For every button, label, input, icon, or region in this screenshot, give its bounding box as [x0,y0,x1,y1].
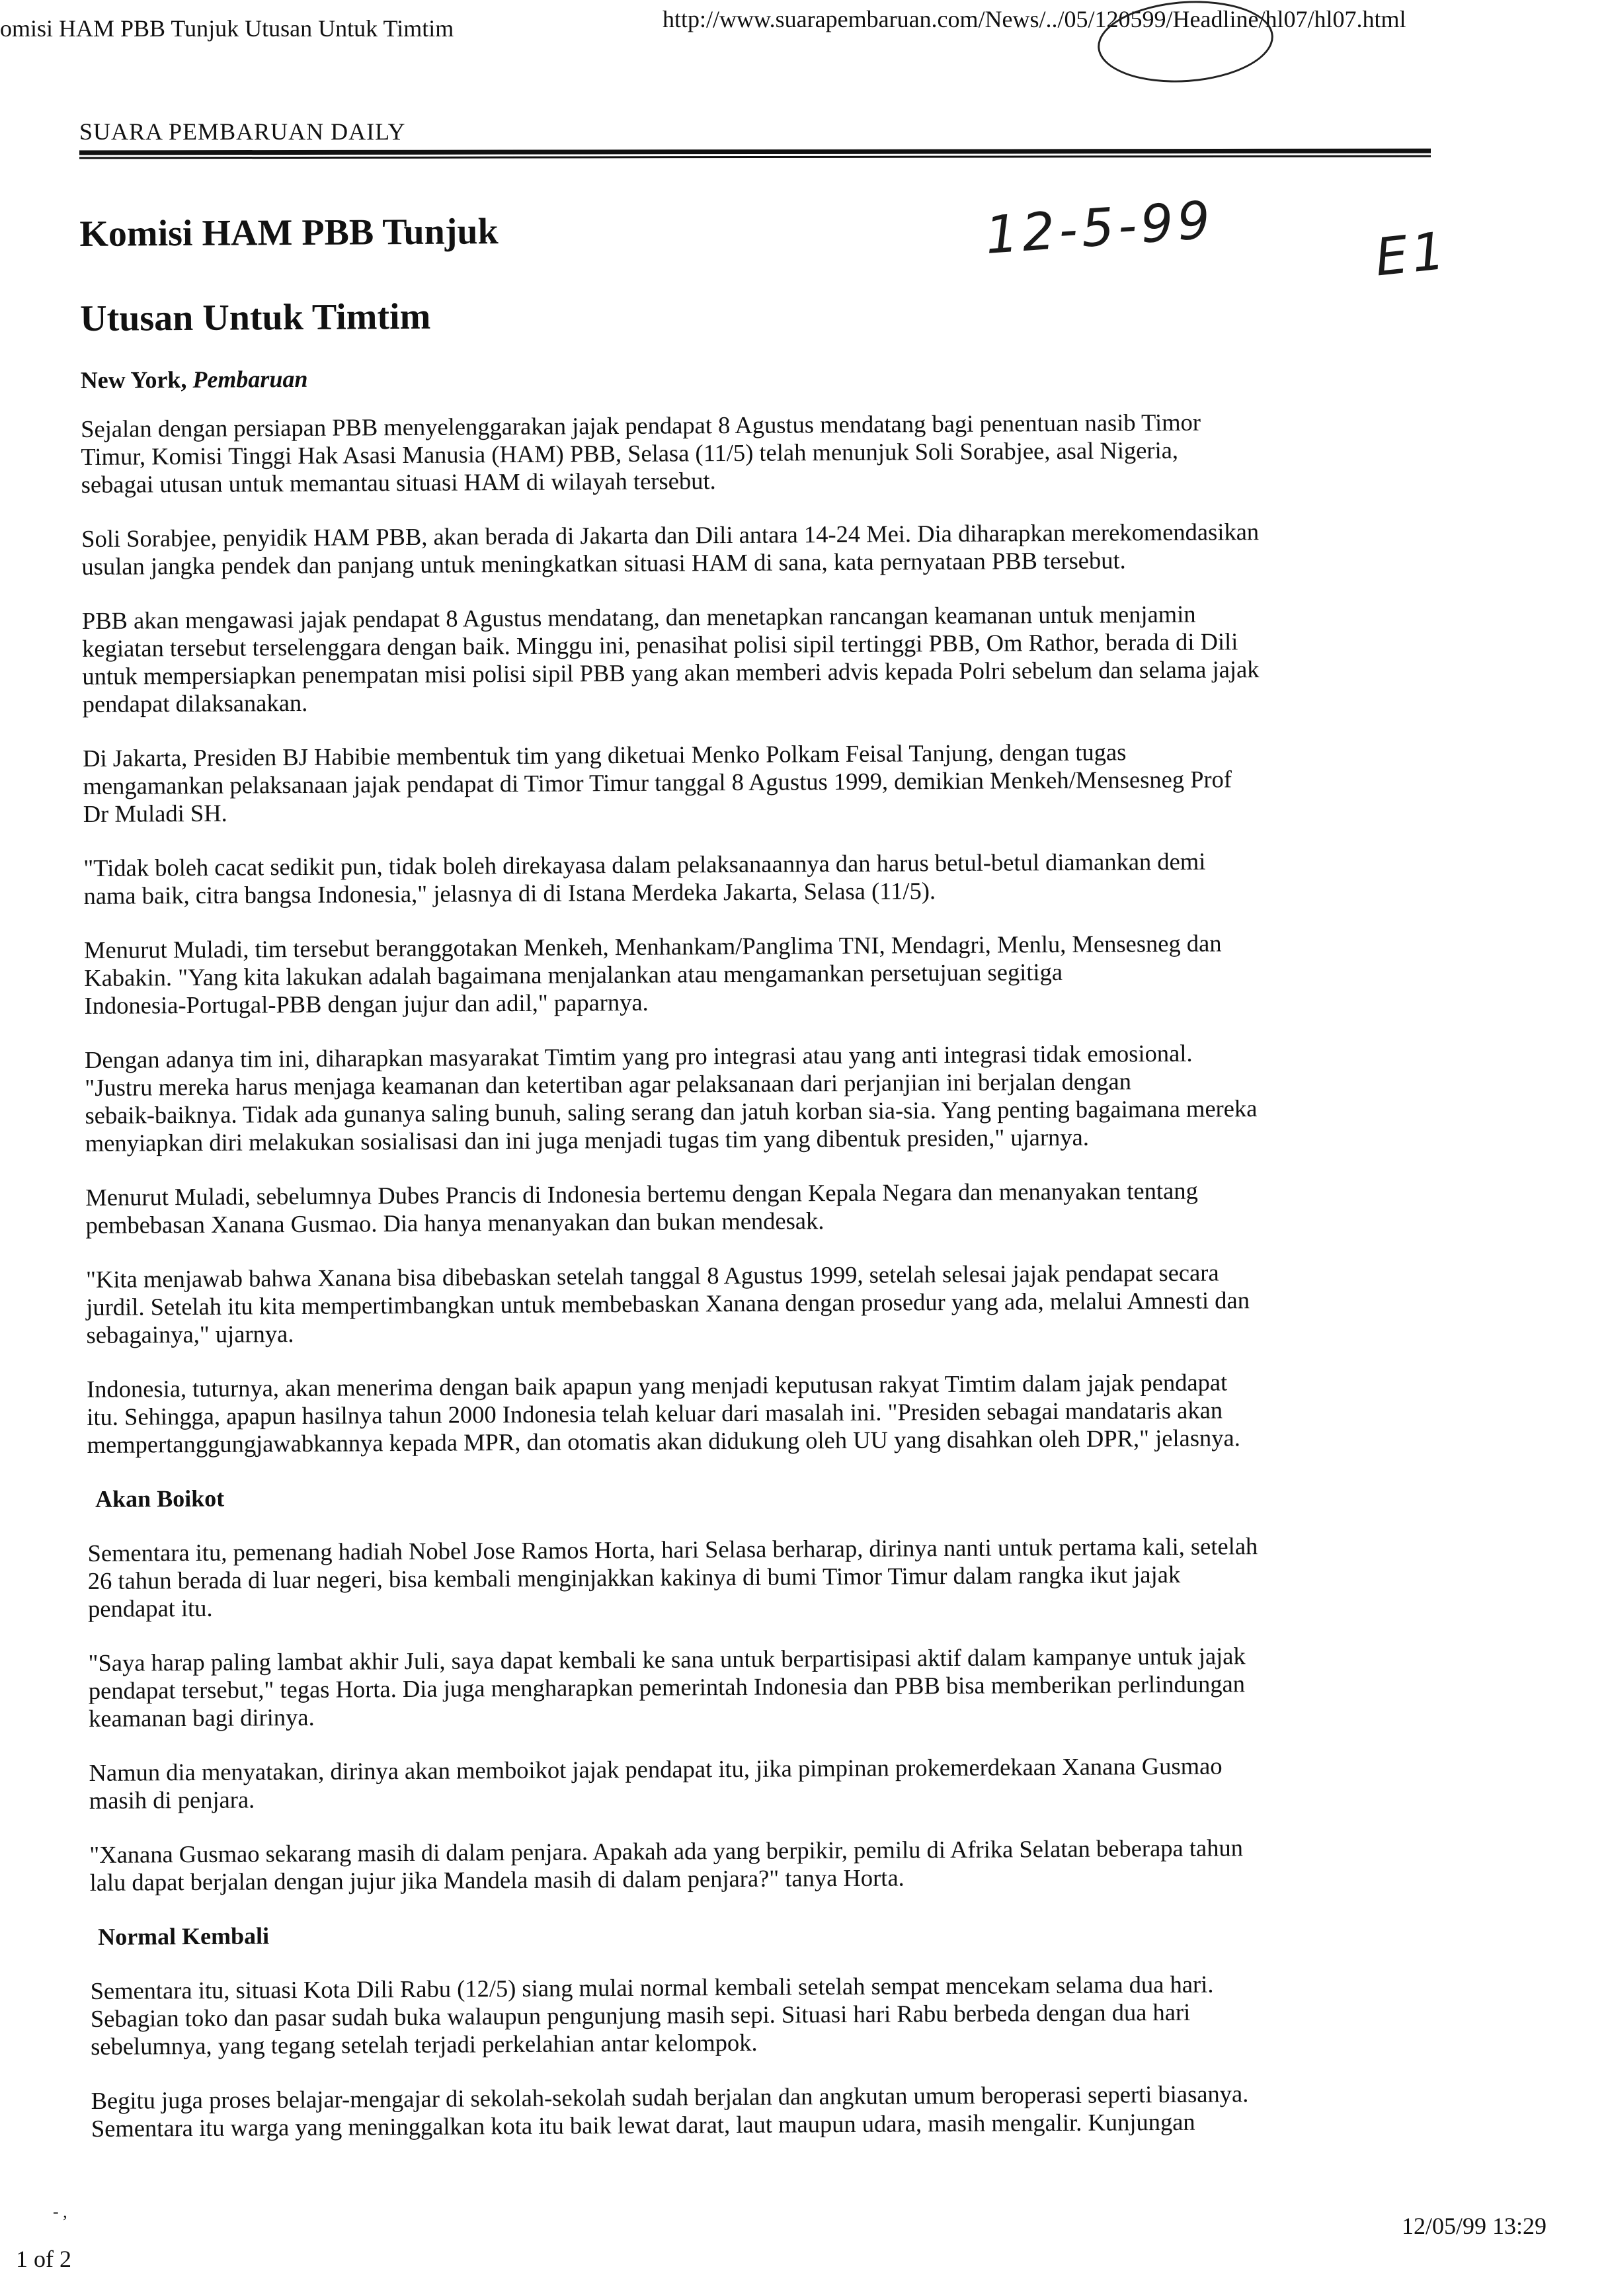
masthead-rule [79,149,1431,159]
dateline-source: Pembaruan [192,365,308,393]
paragraph: "Tidak boleh cacat sedikit pun, tidak boleh direkayasa dalam pelaksanaannya dan harus betul-betul diamankan demi nama baik, citra bangsa Indonesia," jelasnya di di Istana Merdeka Jakarta, Selasa (11/5). [83,847,1206,909]
headline [79,183,1443,361]
scan-marks: - , [53,2202,67,2221]
masthead: SUARA PEMBARUAN DAILY [79,118,406,145]
paragraph: Sementara itu, pemenang hadiah Nobel Jose Ramos Horta, hari Selasa berharap, dirinya nanti untuk pertama kali, setelah 26 tahun berada di luar negeri, bisa kembali menginjakkan kakinya di bumi Timor Timur dalam rangka ikut jajak pendapat itu. [87,1532,1258,1622]
handwritten-date: 12-5-99 [983,190,1217,266]
headline-line-1: Komisi HAM PBB Tunjuk [79,211,499,255]
dateline-place: New York, [80,366,187,393]
dateline [81,358,1443,394]
paragraph: Menurut Muladi, tim tersebut beranggotakan Menkeh, Menhankam/Panglima TNI, Mendagri, Menlu, Mensesneg dan Kabakin. "Yang kita lakukan adalah bagaimana menjalankan atau mengamankan persetujuan segitiga Indonesia-Portugal-PBB dengan jujur dan adil," paparnya. [83,929,1222,1019]
subhead-normal-kembali: Normal Kembali [97,1922,270,1950]
article [79,183,1453,2169]
subhead-akan-boikot: Akan Boikot [95,1485,225,1512]
paragraph: Dengan adanya tim ini, diharapkan masyarakat Timtim yang pro integrasi atau yang anti integrasi tidak emosional. "Justru mereka harus menjaga keamanan dan ketertiban agar pelaksanaan dari perjanjian ini berjalan dengan sebaik-baiknya. Tidak ada gunanya saling bunuh, saling serang dan jatuh korban sia-sia. Yang penting bagaimana mereka menyiapkan diri melakukan sosialisasi dan ini juga menjadi tugas tim yang dibentuk presiden," ujarnya. [84,1039,1258,1157]
paragraph: Sejalan dengan persiapan PBB menyelenggarakan jajak pendapat 8 Agustus mendatang bagi penentuan nasib Timor Timur, Komisi Tinggi Hak Asasi Manusia (HAM) PBB, Selasa (11/5) telah menunjuk Soli Sorabjee, asal Nigeria, sebagai utusan untuk memantau situasi HAM di wilayah tersebut. [81,408,1201,498]
paragraph: Sementara itu, situasi Kota Dili Rabu (12/5) siang mulai normal kembali setelah sempat mencekam selama dua hari. Sebagian toko dan pasar sudah buka walaupun pengunjung masih sepi. Situasi hari Rabu berbeda dengan dua hari sebelumnya, yang tegang setelah terjadi perkelahian antar kelompok. [90,1970,1214,2060]
paragraph: PBB akan mengawasi jajak pendapat 8 Agustus mendatang, dan menetapkan rancangan keamanan untuk menjamin kegiatan tersebut terselenggara dengan baik. Minggu ini, penasihat polisi sipil tertinggi PBB, Om Rathor, berada di Dili untuk mempersiapkan penempatan misi polisi sipil PBB yang akan memberi advis kepada Polri sebelum dan selama jajak pendapat dilaksanakan. [81,600,1260,718]
paragraph: Di Jakarta, Presiden BJ Habibie membentuk tim yang diketuai Menko Polkam Feisal Tanjung, dengan tugas mengamankan pelaksanaan jajak pendapat di Timor Timur tanggal 8 Agustus 1999, demikian Menkeh/Mensesneg Prof Dr Muladi SH. [83,738,1232,827]
paragraph: Namun dia menyatakan, dirinya akan memboikot jajak pendapat itu, jika pimpinan prokemerdekaan Xanana Gusmao masih di penjara. [89,1752,1223,1814]
print-timestamp: 12/05/99 13:29 [1402,2213,1547,2239]
page-number: 1 of 2 [16,2246,71,2272]
print-header-url[interactable]: http://www.suarapembaruan.com/News/../05/120599/Headline/hl07/hl07.html [663,6,1406,32]
handwritten-mark: E1 [1372,221,1452,288]
paragraph: Soli Sorabjee, penyidik HAM PBB, akan berada di Jakarta dan Dili antara 14-24 Mei. Dia diharapkan merekomendasikan usulan jangka pendek dan panjang untuk meningkatkan situasi HAM di sana, kata pernyataan PBB tersebut. [81,518,1260,580]
paragraph: "Saya harap paling lambat akhir Juli, saya dapat kembali ke sana untuk berpartisipasi aktif dalam kampanye untuk jajak pendapat tersebut," tegas Horta. Dia juga mengharapkan pemerintah Indonesia dan PBB bisa memberikan perlindungan keamanan bagi dirinya. [88,1642,1246,1732]
paragraph: Indonesia, tuturnya, akan menerima dengan baik apapun yang menjadi keputusan rakyat Timtim dalam jajak pendapat itu. Sehingga, apapun hasilnya tahun 2000 Indonesia telah keluar dari masalah ini. "Presiden sebagai mandataris akan mempertanggungjawabkannya kepada MPR, dan otomatis akan didukung oleh UU yang disahkan oleh DPR," jelasnya. [86,1368,1240,1458]
paragraph: "Kita menjawab bahwa Xanana bisa dibebaskan setelah tanggal 8 Agustus 1999, setelah selesai jajak pendapat secara jurdil. Setelah itu kita mempertimbangkan untuk membebaskan Xanana dengan prosedur yang ada, melalui Amnesti dan sebagainya," ujarnya. [85,1258,1250,1348]
headline-line-2: Utusan Untuk Timtim [79,296,431,339]
paragraph: "Xanana Gusmao sekarang masih di dalam penjara. Apakah ada yang berpikir, pemilu di Afrika Selatan beberapa tahun lalu dapat berjalan dengan jujur jika Mandela masih di dalam penjara?" tanya Horta. [89,1834,1244,1896]
print-header-title: omisi HAM PBB Tunjuk Utusan Untuk Timtim [0,15,454,42]
paragraph: Menurut Muladi, sebelumnya Dubes Prancis di Indonesia bertemu dengan Kepala Negara dan menanyakan tentang pembebasan Xanana Gusmao. Dia hanya menanyakan dan bukan mendesak. [85,1176,1198,1239]
paragraph: Begitu juga proses belajar-mengajar di sekolah-sekolah sudah berjalan dan angkutan umum beroperasi seperti biasanya. Sementara itu warga yang meninggalkan kota itu baik lewat darat, laut maupun udara, masih mengalir. Kunjungan [91,2080,1249,2142]
